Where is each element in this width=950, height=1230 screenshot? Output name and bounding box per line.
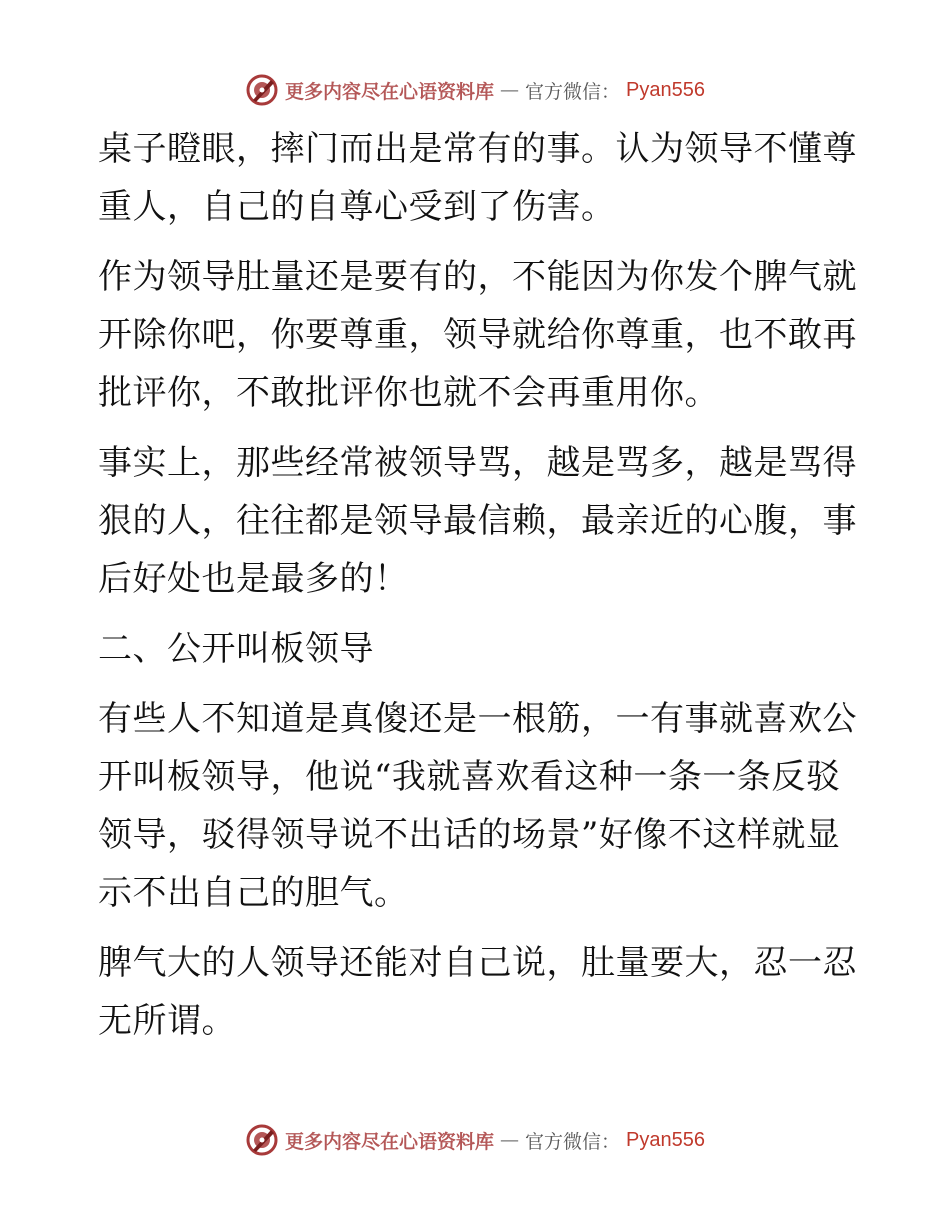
banner-text: 更多内容尽在心语资料库	[285, 1130, 495, 1153]
header-watermark-banner	[0, 72, 950, 108]
quill-pen-seal-icon	[245, 1123, 279, 1157]
banner-wechat-id: Pyan556	[626, 1128, 705, 1151]
quill-pen-seal-icon	[245, 73, 279, 107]
paragraph: 有些人不知道是真傻还是一根筋，一有事就喜欢公开叫板领导，他说“我就喜欢看这种一条一条反驳领导，驳得领导说不出话的场景”好像不这样就显示不出自己的胆气。	[98, 699, 857, 913]
footer-watermark-banner	[0, 1122, 950, 1158]
paragraph: 脾气大的人领导还能对自己说，肚量要大，忍一忍无所谓。	[98, 943, 857, 1041]
banner-separator: —	[500, 79, 520, 101]
banner-separator: —	[500, 1129, 520, 1151]
banner-wechat-id: Pyan556	[626, 78, 705, 101]
banner-wechat-label: 官方微信：	[525, 80, 621, 103]
document-body	[98, 120, 858, 1062]
paragraph: 作为领导肚量还是要有的，不能因为你发个脾气就开除你吧，你要尊重，领导就给你尊重，也不敢再批评你，不敢批评你也就不会再重用你。	[98, 257, 857, 413]
banner-wechat-label: 官方微信：	[525, 1130, 621, 1153]
banner-text: 更多内容尽在心语资料库	[285, 80, 495, 103]
paragraph: 事实上，那些经常被领导骂，越是骂多，越是骂得狠的人，往往都是领导最信赖，最亲近的心腹，事后好处也是最多的！	[98, 443, 857, 599]
section-heading: 二、公开叫板领导	[98, 629, 374, 669]
paragraph: 桌子瞪眼，摔门而出是常有的事。认为领导不懂尊重人，自己的自尊心受到了伤害。	[98, 129, 857, 227]
